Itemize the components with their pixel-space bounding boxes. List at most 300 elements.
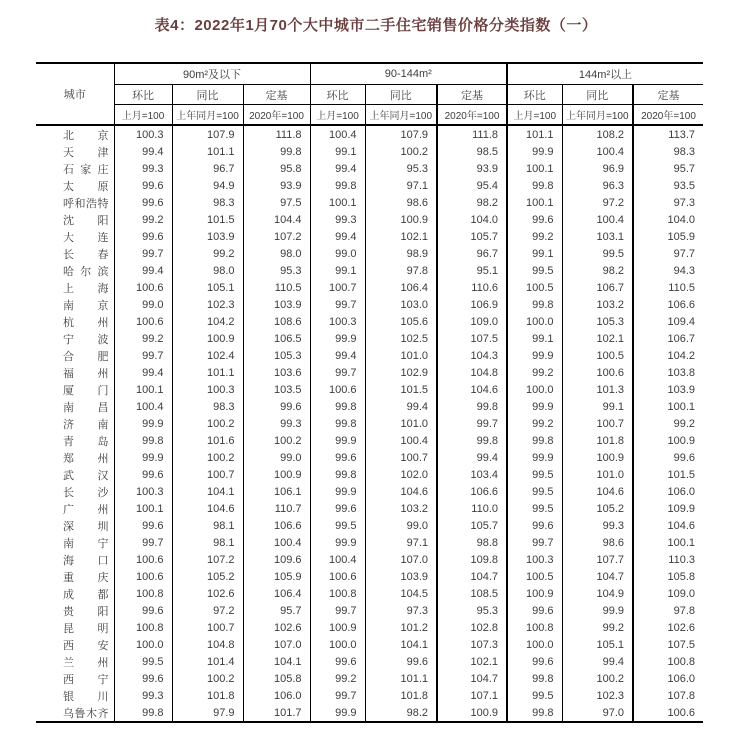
city-cell: 海口 bbox=[63, 554, 109, 567]
value-cell: 97.8 bbox=[365, 262, 437, 279]
value-cell: 95.3 bbox=[365, 160, 437, 177]
table-row bbox=[36, 636, 703, 653]
value-cell: 100.3 bbox=[507, 551, 562, 568]
value-cell: 99.5 bbox=[507, 500, 562, 517]
value-cell: 99.4 bbox=[310, 228, 365, 245]
value-cell: 98.0 bbox=[243, 245, 310, 262]
value-cell: 99.8 bbox=[437, 432, 507, 449]
group-header-over-144: 144m²以上 bbox=[507, 63, 703, 85]
value-cell: 107.5 bbox=[633, 636, 703, 653]
page-title: 表4：2022年1月70个大中城市二手住宅销售价格分类指数（一） bbox=[154, 17, 598, 34]
value-cell: 99.9 bbox=[310, 330, 365, 347]
value-cell: 105.1 bbox=[172, 279, 243, 296]
value-cell: 99.2 bbox=[172, 245, 243, 262]
value-cell: 106.6 bbox=[633, 296, 703, 313]
value-cell: 100.9 bbox=[507, 585, 562, 602]
value-cell: 107.9 bbox=[172, 125, 243, 143]
table-row bbox=[36, 347, 703, 364]
city-cell: 西宁 bbox=[63, 673, 109, 686]
value-cell: 102.4 bbox=[172, 347, 243, 364]
value-cell: 100.2 bbox=[243, 432, 310, 449]
city-cell: 南昌 bbox=[63, 401, 109, 414]
table-row bbox=[36, 585, 703, 602]
table-row bbox=[36, 177, 703, 194]
value-cell: 100.5 bbox=[507, 568, 562, 585]
value-cell: 100.1 bbox=[310, 194, 365, 211]
value-cell: 99.8 bbox=[437, 398, 507, 415]
value-cell: 99.9 bbox=[507, 347, 562, 364]
table-row bbox=[36, 500, 703, 517]
value-cell: 103.4 bbox=[437, 466, 507, 483]
value-cell: 93.9 bbox=[437, 160, 507, 177]
value-cell: 104.1 bbox=[243, 653, 310, 670]
value-cell: 97.2 bbox=[172, 602, 243, 619]
value-cell: 107.1 bbox=[437, 687, 507, 704]
value-cell: 100.9 bbox=[365, 211, 437, 228]
city-cell: 厦门 bbox=[63, 384, 109, 397]
value-cell: 100.2 bbox=[172, 449, 243, 466]
city-cell: 石家庄 bbox=[63, 163, 109, 176]
value-cell: 100.2 bbox=[172, 415, 243, 432]
value-cell: 96.3 bbox=[562, 177, 633, 194]
value-cell: 104.0 bbox=[633, 211, 703, 228]
value-cell: 104.1 bbox=[365, 636, 437, 653]
value-cell: 102.6 bbox=[633, 619, 703, 636]
value-cell: 100.6 bbox=[114, 568, 172, 585]
value-cell: 99.7 bbox=[437, 415, 507, 432]
value-cell: 105.1 bbox=[562, 636, 633, 653]
value-cell: 99.6 bbox=[114, 466, 172, 483]
city-cell: 银川 bbox=[63, 690, 109, 703]
table-body bbox=[36, 125, 703, 722]
value-cell: 97.3 bbox=[633, 194, 703, 211]
value-cell: 99.9 bbox=[114, 449, 172, 466]
value-cell: 99.4 bbox=[562, 653, 633, 670]
sub-header-prev-month: 上月=100 bbox=[310, 105, 365, 126]
value-cell: 100.6 bbox=[310, 568, 365, 585]
value-cell: 101.8 bbox=[365, 687, 437, 704]
value-cell: 97.8 bbox=[633, 602, 703, 619]
table-row bbox=[36, 262, 703, 279]
value-cell: 101.0 bbox=[365, 347, 437, 364]
value-cell: 99.9 bbox=[507, 398, 562, 415]
value-cell: 100.1 bbox=[507, 194, 562, 211]
value-cell: 97.9 bbox=[172, 704, 243, 722]
value-cell: 99.1 bbox=[507, 330, 562, 347]
value-cell: 101.1 bbox=[172, 143, 243, 160]
value-cell: 95.3 bbox=[243, 262, 310, 279]
col-header-mom: 环比 bbox=[114, 85, 172, 105]
value-cell: 106.6 bbox=[243, 517, 310, 534]
value-cell: 100.3 bbox=[310, 313, 365, 330]
value-cell: 100.8 bbox=[507, 619, 562, 636]
value-cell: 99.6 bbox=[310, 653, 365, 670]
value-cell: 97.1 bbox=[365, 534, 437, 551]
sub-header-prev-year: 上年同月=100 bbox=[365, 105, 437, 126]
value-cell: 105.2 bbox=[562, 500, 633, 517]
city-cell: 深圳 bbox=[63, 520, 109, 533]
value-cell: 99.5 bbox=[507, 483, 562, 500]
value-cell: 103.2 bbox=[562, 296, 633, 313]
value-cell: 99.7 bbox=[114, 534, 172, 551]
value-cell: 98.8 bbox=[437, 534, 507, 551]
city-cell: 武汉 bbox=[63, 469, 109, 482]
value-cell: 99.6 bbox=[507, 653, 562, 670]
city-cell: 青岛 bbox=[63, 435, 109, 448]
value-cell: 98.5 bbox=[437, 143, 507, 160]
value-cell: 100.9 bbox=[562, 449, 633, 466]
value-cell: 100.9 bbox=[437, 704, 507, 722]
city-cell: 北京 bbox=[63, 129, 109, 142]
value-cell: 106.4 bbox=[365, 279, 437, 296]
group-header-90-144: 90-144m² bbox=[310, 63, 507, 85]
value-cell: 97.5 bbox=[243, 194, 310, 211]
value-cell: 99.2 bbox=[562, 619, 633, 636]
value-cell: 104.6 bbox=[633, 517, 703, 534]
table-row bbox=[36, 245, 703, 262]
value-cell: 99.6 bbox=[114, 194, 172, 211]
value-cell: 107.7 bbox=[562, 551, 633, 568]
value-cell: 104.8 bbox=[437, 364, 507, 381]
value-cell: 106.4 bbox=[243, 585, 310, 602]
city-cell: 大连 bbox=[63, 231, 109, 244]
value-cell: 105.6 bbox=[365, 313, 437, 330]
value-cell: 99.2 bbox=[114, 211, 172, 228]
price-index-table bbox=[36, 62, 703, 723]
value-cell: 99.4 bbox=[114, 262, 172, 279]
value-cell: 100.1 bbox=[507, 160, 562, 177]
value-cell: 99.9 bbox=[310, 432, 365, 449]
value-cell: 102.1 bbox=[437, 653, 507, 670]
group-header-under-90: 90m²及以下 bbox=[114, 63, 310, 85]
table-row bbox=[36, 364, 703, 381]
value-cell: 103.0 bbox=[365, 296, 437, 313]
value-cell: 106.1 bbox=[243, 483, 310, 500]
value-cell: 104.6 bbox=[562, 483, 633, 500]
city-cell: 上海 bbox=[63, 282, 109, 295]
value-cell: 99.6 bbox=[507, 517, 562, 534]
value-cell: 98.2 bbox=[437, 194, 507, 211]
value-cell: 99.6 bbox=[507, 602, 562, 619]
value-cell: 100.9 bbox=[172, 330, 243, 347]
city-column-header: 城市 bbox=[36, 63, 114, 125]
value-cell: 99.3 bbox=[114, 687, 172, 704]
value-cell: 105.7 bbox=[437, 228, 507, 245]
value-cell: 99.6 bbox=[243, 398, 310, 415]
value-cell: 104.2 bbox=[172, 313, 243, 330]
value-cell: 109.0 bbox=[633, 585, 703, 602]
value-cell: 93.9 bbox=[243, 177, 310, 194]
value-cell: 100.4 bbox=[310, 551, 365, 568]
value-cell: 100.7 bbox=[562, 415, 633, 432]
table-row bbox=[36, 279, 703, 296]
value-cell: 100.8 bbox=[310, 585, 365, 602]
value-cell: 96.9 bbox=[562, 160, 633, 177]
value-cell: 99.7 bbox=[310, 687, 365, 704]
value-cell: 99.6 bbox=[507, 211, 562, 228]
value-cell: 102.1 bbox=[365, 228, 437, 245]
value-cell: 99.5 bbox=[310, 517, 365, 534]
value-cell: 99.2 bbox=[507, 228, 562, 245]
value-cell: 100.3 bbox=[114, 125, 172, 143]
value-cell: 101.5 bbox=[172, 211, 243, 228]
base-header-row bbox=[36, 105, 703, 126]
value-cell: 100.6 bbox=[310, 381, 365, 398]
value-cell: 95.4 bbox=[437, 177, 507, 194]
value-cell: 104.9 bbox=[562, 585, 633, 602]
value-cell: 100.4 bbox=[365, 432, 437, 449]
value-cell: 103.9 bbox=[243, 296, 310, 313]
table-row bbox=[36, 143, 703, 160]
value-cell: 102.6 bbox=[243, 619, 310, 636]
sub-header-2020: 2020年=100 bbox=[243, 105, 310, 126]
col-header-yoy: 同比 bbox=[365, 85, 437, 105]
value-cell: 99.3 bbox=[310, 211, 365, 228]
value-cell: 101.8 bbox=[562, 432, 633, 449]
value-cell: 108.6 bbox=[243, 313, 310, 330]
value-cell: 99.9 bbox=[310, 704, 365, 722]
value-cell: 100.7 bbox=[172, 619, 243, 636]
table-row bbox=[36, 653, 703, 670]
value-cell: 106.5 bbox=[243, 330, 310, 347]
value-cell: 100.7 bbox=[172, 466, 243, 483]
value-cell: 110.5 bbox=[633, 279, 703, 296]
value-cell: 103.9 bbox=[172, 228, 243, 245]
col-header-yoy: 同比 bbox=[562, 85, 633, 105]
city-cell: 合肥 bbox=[63, 350, 109, 363]
value-cell: 100.9 bbox=[310, 619, 365, 636]
value-cell: 99.7 bbox=[114, 245, 172, 262]
value-cell: 100.7 bbox=[365, 449, 437, 466]
value-cell: 99.2 bbox=[507, 415, 562, 432]
value-cell: 95.8 bbox=[243, 160, 310, 177]
value-cell: 99.4 bbox=[114, 364, 172, 381]
value-cell: 100.3 bbox=[114, 483, 172, 500]
value-cell: 99.1 bbox=[310, 143, 365, 160]
value-cell: 99.2 bbox=[114, 330, 172, 347]
value-cell: 108.5 bbox=[437, 585, 507, 602]
value-cell: 95.1 bbox=[437, 262, 507, 279]
city-cell: 贵阳 bbox=[63, 605, 109, 618]
value-cell: 100.0 bbox=[507, 381, 562, 398]
value-cell: 102.1 bbox=[562, 330, 633, 347]
value-cell: 99.3 bbox=[243, 415, 310, 432]
value-cell: 107.3 bbox=[437, 636, 507, 653]
value-cell: 100.7 bbox=[310, 279, 365, 296]
value-cell: 99.4 bbox=[365, 398, 437, 415]
value-cell: 101.1 bbox=[507, 125, 562, 143]
city-cell: 昆明 bbox=[63, 622, 109, 635]
city-cell: 南宁 bbox=[63, 537, 109, 550]
value-cell: 99.5 bbox=[507, 262, 562, 279]
value-cell: 105.8 bbox=[243, 670, 310, 687]
value-cell: 97.2 bbox=[562, 194, 633, 211]
value-cell: 98.9 bbox=[365, 245, 437, 262]
value-cell: 107.0 bbox=[243, 636, 310, 653]
table-header bbox=[36, 63, 703, 125]
value-cell: 99.4 bbox=[437, 449, 507, 466]
value-cell: 99.8 bbox=[507, 177, 562, 194]
table-row bbox=[36, 160, 703, 177]
sub-header-prev-month: 上月=100 bbox=[507, 105, 562, 126]
table-row bbox=[36, 296, 703, 313]
city-cell: 长春 bbox=[63, 248, 109, 261]
value-cell: 99.5 bbox=[562, 245, 633, 262]
value-cell: 106.0 bbox=[633, 670, 703, 687]
table-row bbox=[36, 551, 703, 568]
value-cell: 101.7 bbox=[243, 704, 310, 722]
value-cell: 95.7 bbox=[633, 160, 703, 177]
value-cell: 99.1 bbox=[507, 245, 562, 262]
value-cell: 100.6 bbox=[114, 551, 172, 568]
table-row bbox=[36, 228, 703, 245]
value-cell: 104.7 bbox=[562, 568, 633, 585]
table-row bbox=[36, 125, 703, 143]
value-cell: 109.4 bbox=[633, 313, 703, 330]
sub-header-prev-year: 上年同月=100 bbox=[172, 105, 243, 126]
value-cell: 96.7 bbox=[437, 245, 507, 262]
value-cell: 109.8 bbox=[437, 551, 507, 568]
value-cell: 105.8 bbox=[633, 568, 703, 585]
value-cell: 99.6 bbox=[310, 500, 365, 517]
value-cell: 100.1 bbox=[114, 500, 172, 517]
value-cell: 97.1 bbox=[365, 177, 437, 194]
value-cell: 100.0 bbox=[310, 636, 365, 653]
value-cell: 109.9 bbox=[633, 500, 703, 517]
value-cell: 100.2 bbox=[172, 670, 243, 687]
city-cell: 广州 bbox=[63, 503, 109, 516]
city-cell: 沈阳 bbox=[63, 214, 109, 227]
value-cell: 100.8 bbox=[633, 653, 703, 670]
value-cell: 99.5 bbox=[507, 466, 562, 483]
value-cell: 99.9 bbox=[310, 534, 365, 551]
sub-header-prev-year: 上年同月=100 bbox=[562, 105, 633, 126]
value-cell: 104.1 bbox=[172, 483, 243, 500]
table-row bbox=[36, 381, 703, 398]
value-cell: 99.8 bbox=[507, 704, 562, 722]
value-cell: 106.7 bbox=[633, 330, 703, 347]
value-cell: 103.8 bbox=[633, 364, 703, 381]
value-cell: 99.1 bbox=[310, 262, 365, 279]
value-cell: 99.6 bbox=[114, 602, 172, 619]
value-cell: 101.3 bbox=[562, 381, 633, 398]
value-cell: 100.9 bbox=[243, 466, 310, 483]
col-header-mom: 环比 bbox=[310, 85, 365, 105]
city-cell: 呼和浩特 bbox=[63, 197, 109, 210]
measure-header-row bbox=[36, 85, 703, 105]
value-cell: 102.6 bbox=[172, 585, 243, 602]
value-cell: 99.2 bbox=[507, 364, 562, 381]
value-cell: 109.0 bbox=[437, 313, 507, 330]
city-cell: 天津 bbox=[63, 146, 109, 159]
value-cell: 98.6 bbox=[562, 534, 633, 551]
value-cell: 99.3 bbox=[562, 517, 633, 534]
table-row bbox=[36, 568, 703, 585]
value-cell: 98.0 bbox=[172, 262, 243, 279]
value-cell: 100.1 bbox=[633, 534, 703, 551]
value-cell: 100.4 bbox=[243, 534, 310, 551]
value-cell: 104.5 bbox=[365, 585, 437, 602]
value-cell: 99.8 bbox=[310, 398, 365, 415]
col-header-base: 定基 bbox=[243, 85, 310, 105]
col-header-base: 定基 bbox=[633, 85, 703, 105]
value-cell: 100.4 bbox=[114, 398, 172, 415]
value-cell: 99.8 bbox=[114, 704, 172, 722]
value-cell: 99.2 bbox=[310, 670, 365, 687]
table-row bbox=[36, 415, 703, 432]
city-cell: 乌鲁木齐 bbox=[63, 707, 109, 720]
value-cell: 106.6 bbox=[437, 483, 507, 500]
sub-header-2020: 2020年=100 bbox=[633, 105, 703, 126]
city-cell: 兰州 bbox=[63, 656, 109, 669]
value-cell: 107.8 bbox=[633, 687, 703, 704]
value-cell: 104.8 bbox=[172, 636, 243, 653]
city-cell: 哈尔滨 bbox=[63, 265, 109, 278]
value-cell: 101.0 bbox=[365, 415, 437, 432]
value-cell: 99.5 bbox=[114, 653, 172, 670]
value-cell: 99.4 bbox=[310, 160, 365, 177]
value-cell: 102.0 bbox=[365, 466, 437, 483]
value-cell: 101.5 bbox=[365, 381, 437, 398]
value-cell: 102.3 bbox=[172, 296, 243, 313]
value-cell: 111.8 bbox=[437, 125, 507, 143]
value-cell: 107.5 bbox=[437, 330, 507, 347]
value-cell: 99.6 bbox=[114, 517, 172, 534]
value-cell: 101.6 bbox=[172, 432, 243, 449]
value-cell: 99.6 bbox=[365, 653, 437, 670]
city-cell: 重庆 bbox=[63, 571, 109, 584]
value-cell: 95.3 bbox=[437, 602, 507, 619]
value-cell: 99.7 bbox=[310, 296, 365, 313]
value-cell: 103.6 bbox=[243, 364, 310, 381]
city-cell: 太原 bbox=[63, 180, 109, 193]
value-cell: 99.0 bbox=[310, 245, 365, 262]
value-cell: 99.7 bbox=[507, 534, 562, 551]
value-cell: 105.2 bbox=[172, 568, 243, 585]
value-cell: 103.1 bbox=[562, 228, 633, 245]
table-row bbox=[36, 619, 703, 636]
sub-header-2020: 2020年=100 bbox=[437, 105, 507, 126]
value-cell: 99.0 bbox=[114, 296, 172, 313]
value-cell: 99.0 bbox=[243, 449, 310, 466]
value-cell: 104.4 bbox=[243, 211, 310, 228]
value-cell: 104.0 bbox=[437, 211, 507, 228]
value-cell: 100.4 bbox=[562, 211, 633, 228]
value-cell: 99.4 bbox=[310, 347, 365, 364]
value-cell: 107.0 bbox=[365, 551, 437, 568]
table-row bbox=[36, 449, 703, 466]
value-cell: 100.9 bbox=[633, 432, 703, 449]
value-cell: 99.3 bbox=[114, 160, 172, 177]
value-cell: 100.0 bbox=[507, 636, 562, 653]
value-cell: 99.7 bbox=[310, 364, 365, 381]
value-cell: 100.1 bbox=[633, 398, 703, 415]
col-header-mom: 环比 bbox=[507, 85, 562, 105]
value-cell: 99.6 bbox=[114, 228, 172, 245]
city-cell: 福州 bbox=[63, 367, 109, 380]
value-cell: 108.2 bbox=[562, 125, 633, 143]
city-cell: 南京 bbox=[63, 299, 109, 312]
value-cell: 99.8 bbox=[114, 432, 172, 449]
value-cell: 100.8 bbox=[114, 619, 172, 636]
value-cell: 109.6 bbox=[243, 551, 310, 568]
value-cell: 99.8 bbox=[310, 415, 365, 432]
value-cell: 107.2 bbox=[172, 551, 243, 568]
value-cell: 99.6 bbox=[310, 449, 365, 466]
value-cell: 106.0 bbox=[633, 483, 703, 500]
value-cell: 103.9 bbox=[633, 381, 703, 398]
value-cell: 110.0 bbox=[437, 500, 507, 517]
